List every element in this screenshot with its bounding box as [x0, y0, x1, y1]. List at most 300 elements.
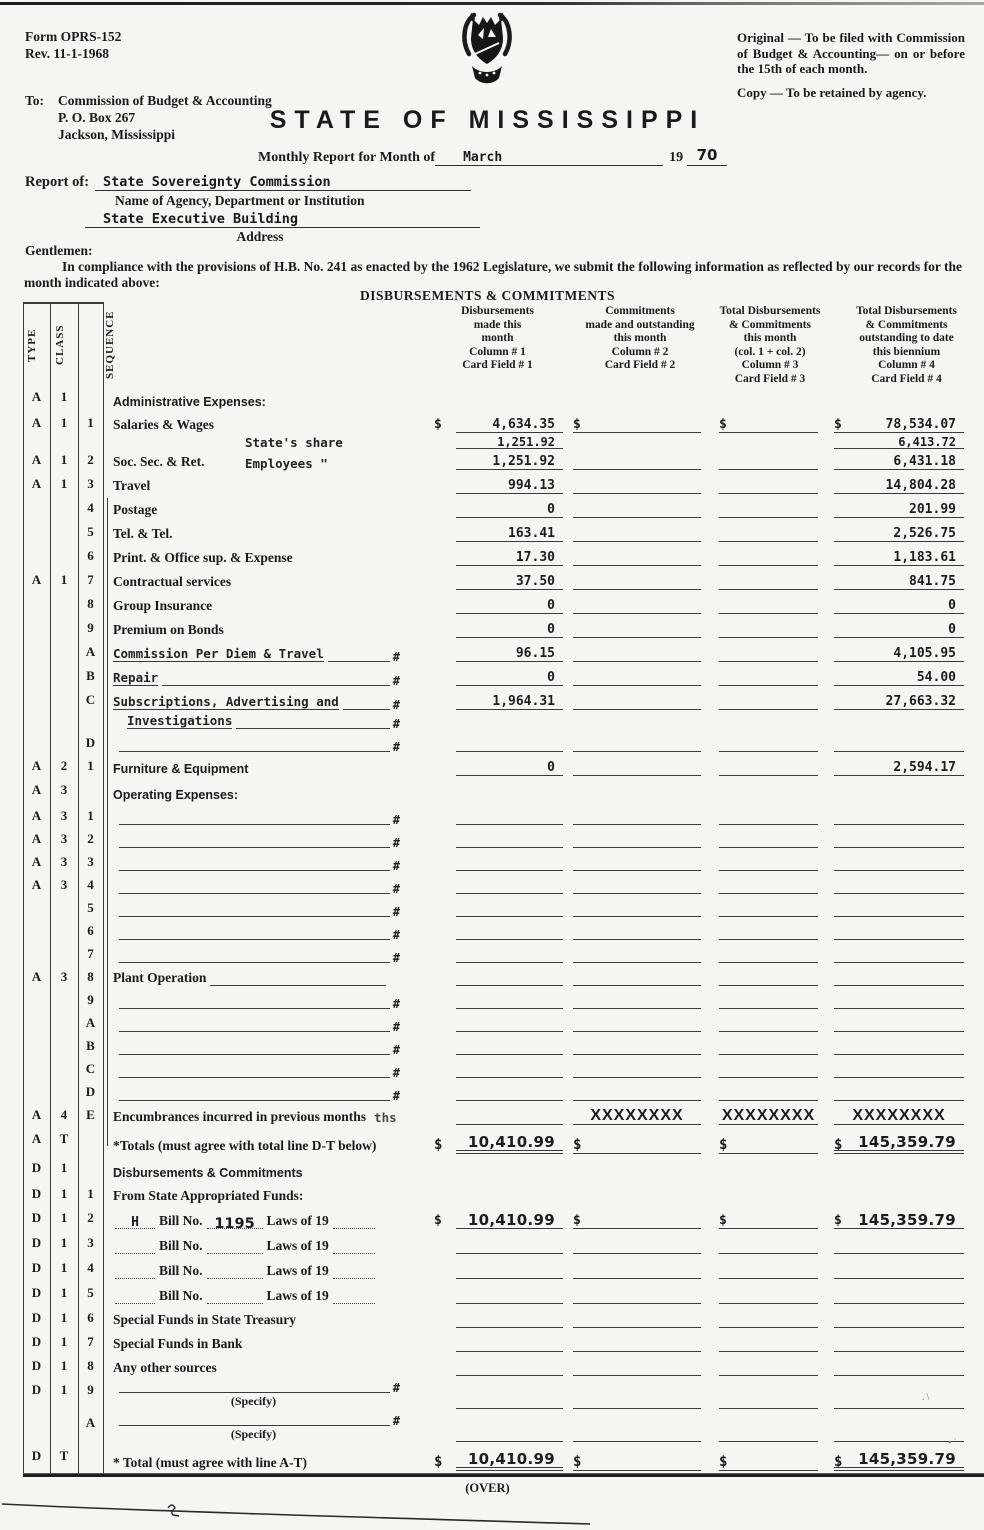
value-cell-col1 [430, 497, 565, 521]
class-indicator: 1 [60, 476, 68, 491]
value-cell-col1 [430, 436, 565, 450]
table-row [23, 1012, 984, 1035]
sequence-indicator: 7 [87, 946, 94, 961]
value-line [719, 870, 818, 871]
value-cell-col4 [830, 1232, 984, 1257]
value-line [456, 1408, 563, 1409]
value-cell-col3 [715, 473, 830, 497]
dollar-sign: $ [573, 1213, 581, 1228]
row-description [103, 593, 430, 617]
disbursements-table [23, 302, 984, 1477]
fill-line [119, 1031, 390, 1032]
value-cell-col3 [715, 1257, 830, 1282]
table-row [23, 828, 984, 851]
value-text: 1,251.92 [497, 435, 555, 449]
table-row [23, 1104, 984, 1128]
sequence-indicator: 2 [87, 1210, 94, 1225]
sequence-indicator: B [86, 1038, 95, 1053]
value-line [834, 574, 964, 590]
class-indicator [50, 897, 78, 920]
value-line [719, 893, 818, 894]
value-line [456, 1134, 563, 1154]
class-indicator: 1 [60, 1358, 68, 1373]
value-cell-col2 [565, 1081, 715, 1104]
value-text: 17.30 [515, 550, 555, 565]
value-cell-col1 [430, 412, 565, 436]
row-description [103, 1355, 430, 1379]
value-cell-col3 [715, 1183, 830, 1207]
hash-mark: # [392, 740, 400, 754]
value-line [834, 478, 964, 494]
value-cell-col4 [830, 779, 984, 805]
table-row [23, 449, 984, 473]
value-cell-col2 [565, 1035, 715, 1058]
bill-prefix [115, 1253, 155, 1254]
year-prefix: 19 [669, 150, 684, 165]
value-line [719, 1100, 818, 1101]
value-line [834, 1351, 964, 1352]
fill-line [119, 1077, 390, 1078]
sequence-indicator: 4 [87, 877, 94, 892]
value-line [834, 622, 964, 638]
fill-line [119, 1100, 390, 1101]
value-cell-col1 [430, 386, 565, 412]
table-row [23, 1282, 984, 1307]
value-cell-col1 [430, 593, 565, 617]
value-cell-col3 [715, 874, 830, 897]
value-cell-col2 [565, 497, 715, 521]
row-description [103, 386, 430, 412]
value-cell-col2 [565, 593, 715, 617]
sequence-indicator: 5 [87, 524, 94, 539]
sequence-indicator: D [85, 735, 96, 750]
class-indicator [50, 920, 78, 943]
type-indicator [23, 713, 50, 732]
class-indicator: 1 [60, 572, 68, 587]
value-cell-col1 [430, 665, 565, 689]
value-line [719, 1470, 818, 1471]
value-cell-col3 [715, 1058, 830, 1081]
sequence-indicator: 1 [87, 758, 94, 773]
value-cell-col1 [430, 545, 565, 569]
value-line [456, 670, 563, 686]
value-cell-col4 [830, 593, 984, 617]
table-row [23, 874, 984, 897]
state-seal [458, 8, 516, 103]
table-row [23, 641, 984, 665]
value-line [456, 962, 563, 963]
value-line [834, 1212, 964, 1229]
value-cell-col1 [430, 521, 565, 545]
header-line: this month [743, 332, 797, 344]
month-field: March [435, 150, 663, 166]
type-indicator: A [31, 389, 42, 404]
value-line [456, 824, 563, 825]
header-line: & Commitments [865, 318, 948, 331]
class-indicator: T [59, 1131, 69, 1146]
value-text: 0 [948, 598, 956, 613]
fill-line [162, 685, 390, 686]
value-cell-col4 [830, 1058, 984, 1081]
value-line [719, 1408, 818, 1409]
table-row [23, 1307, 984, 1331]
hash-mark: # [392, 951, 400, 965]
class-indicator: 1 [60, 415, 68, 430]
value-cell-col2 [565, 713, 715, 732]
value-cell-col4 [830, 569, 984, 593]
value-cell-col3 [715, 1035, 830, 1058]
value-line [719, 709, 818, 710]
value-text: 163.41 [508, 526, 555, 541]
table-row [23, 755, 984, 779]
table-row [23, 1445, 984, 1474]
value-cell-col3 [715, 943, 830, 966]
table-row [23, 732, 984, 755]
sequence-indicator: 1 [87, 1186, 94, 1201]
class-indicator [50, 1058, 78, 1081]
row-label: Repair [113, 670, 159, 685]
value-line [456, 1278, 563, 1279]
type-indicator [23, 1081, 50, 1104]
value-cell-col3 [715, 1307, 830, 1331]
value-cell-col2 [565, 641, 715, 665]
value-cell-col2 [565, 689, 715, 713]
value-text: 14,804.28 [885, 478, 956, 493]
row-label: Salaries & Wages [113, 417, 214, 432]
fill-line [119, 847, 390, 848]
column-header-sequence: SEQUENCE [104, 310, 116, 380]
value-text: 841.75 [909, 574, 956, 589]
value-text: 4,105.95 [893, 646, 956, 661]
value-text: 6,413.72 [898, 435, 956, 449]
class-indicator: 1 [60, 1382, 68, 1397]
value-cell-col4 [830, 1081, 984, 1104]
bill-number-value: 1195 [214, 1216, 255, 1232]
value-cell-col1 [430, 1355, 565, 1379]
value-cell-col2 [565, 1207, 715, 1232]
value-cell-col2 [565, 617, 715, 641]
value-cell-col3 [715, 1128, 830, 1157]
bill-number [207, 1303, 263, 1304]
type-indicator [23, 641, 50, 665]
class-indicator [50, 689, 78, 713]
row-description [103, 569, 430, 593]
value-text: 4,634.35 [492, 417, 555, 432]
hash-mark: # [392, 813, 400, 827]
value-cell-col4 [830, 1307, 984, 1331]
value-line [719, 469, 818, 470]
value-line [456, 870, 563, 871]
value-text: 6,431.18 [893, 454, 956, 469]
value-line [834, 1408, 964, 1409]
value-line [573, 541, 701, 542]
value-line [834, 760, 964, 776]
class-indicator [50, 641, 78, 665]
value-text: XXXXXXXX [590, 1107, 684, 1124]
bill-prefix [115, 1278, 155, 1279]
specify-line [113, 1416, 430, 1426]
value-cell-col2 [565, 1307, 715, 1331]
value-cell-col2 [565, 1012, 715, 1035]
value-cell-col2 [565, 1232, 715, 1257]
value-line [456, 454, 563, 470]
value-line [456, 1451, 563, 1471]
value-line [573, 847, 701, 848]
value-line [719, 824, 818, 825]
value-cell-col1 [430, 920, 565, 943]
header-line: this biennium [872, 345, 941, 358]
class-indicator: 1 [60, 1334, 68, 1349]
value-cell-col2 [565, 989, 715, 1012]
specify-caption: (Specify) [230, 1427, 277, 1441]
class-indicator: 1 [60, 1235, 68, 1250]
value-line [719, 1031, 818, 1032]
value-line [573, 709, 701, 710]
value-cell-col1 [430, 641, 565, 665]
header-line: Card Field # 2 [604, 359, 676, 371]
report-of-line [25, 174, 471, 191]
value-line [834, 670, 964, 686]
sequence-indicator: 5 [87, 1285, 94, 1300]
bill-no-label: Bill No. [159, 1238, 203, 1253]
value-cell-col3 [715, 641, 830, 665]
column-header-1 [430, 305, 565, 373]
compliance-paragraph: In compliance with the provisions of H.B. No. 241 as enacted by the 1962 Legislature, we submit the following information as reflected by our records for the month indicated above: [24, 259, 962, 290]
type-indicator [23, 665, 50, 689]
value-line [573, 1108, 701, 1125]
header-line: made this [473, 318, 522, 331]
value-cell-col1 [430, 851, 565, 874]
value-line [573, 775, 701, 776]
value-line [834, 646, 964, 662]
hash-mark: # [392, 717, 400, 731]
table-row [23, 1081, 984, 1104]
class-indicator [50, 713, 78, 732]
row-description [103, 1058, 430, 1081]
value-cell-col4 [830, 755, 984, 779]
value-cell-col4 [830, 1128, 984, 1157]
row-description [103, 1157, 430, 1183]
dollar-sign: $ [573, 417, 581, 432]
fill-line [328, 661, 390, 662]
laws-year [333, 1253, 375, 1254]
row-description [103, 449, 430, 473]
value-line [719, 565, 818, 566]
value-cell-col1 [430, 617, 565, 641]
row-label: Subscriptions, Advertising and [113, 694, 339, 709]
table-row [23, 1412, 984, 1445]
hash-mark: # [392, 674, 400, 688]
value-line [719, 637, 818, 638]
sequence-indicator: 8 [87, 1358, 94, 1373]
type-indicator: D [31, 1210, 42, 1225]
value-line [719, 1108, 818, 1125]
value-line [573, 1327, 701, 1328]
value-cell-col4 [830, 920, 984, 943]
value-line [456, 478, 563, 494]
value-line [719, 751, 818, 752]
value-cell-col2 [565, 1412, 715, 1445]
value-line [834, 1100, 964, 1101]
value-text: 0 [547, 670, 555, 685]
value-cell-col4 [830, 1445, 984, 1474]
value-text: 0 [547, 502, 555, 517]
table-row [23, 473, 984, 497]
value-line [573, 1441, 701, 1442]
value-cell-col4 [830, 412, 984, 436]
fill-line [119, 893, 390, 894]
row-description [103, 665, 430, 689]
value-cell-col3 [715, 966, 830, 989]
value-line [456, 1124, 563, 1125]
sequence-indicator: 4 [87, 500, 94, 515]
value-cell-col4 [830, 713, 984, 732]
value-cell-col3 [715, 449, 830, 473]
value-line [573, 637, 701, 638]
value-cell-col4 [830, 473, 984, 497]
form-revision: Rev. 11-1-1968 [25, 46, 109, 61]
value-cell-col2 [565, 1257, 715, 1282]
hash-mark: # [392, 1381, 400, 1395]
table-row [23, 665, 984, 689]
value-cell-col3 [715, 755, 830, 779]
row-description [103, 1412, 430, 1445]
value-line [719, 493, 818, 494]
type-indicator [23, 1035, 50, 1058]
laws-label: Laws of 19 [266, 1288, 329, 1303]
value-cell-col4 [830, 521, 984, 545]
header-line: made and outstanding [585, 318, 695, 331]
salutation: Gentlemen: [25, 243, 93, 258]
value-cell-col4 [830, 1257, 984, 1282]
value-cell-col4 [830, 1282, 984, 1307]
table-row [23, 897, 984, 920]
value-cell-col4 [830, 1355, 984, 1379]
hash-mark: # [392, 1020, 400, 1034]
class-indicator [50, 521, 78, 545]
sequence-indicator: E [86, 1107, 95, 1122]
value-line [719, 1253, 818, 1254]
sequence-indicator [78, 1445, 103, 1474]
hash-mark: # [392, 859, 400, 873]
value-cell-col2 [565, 436, 715, 450]
to-label: To: [25, 93, 45, 108]
value-line [573, 565, 701, 566]
row-label: Contractual services [113, 574, 232, 589]
value-text: 0 [948, 622, 956, 637]
fill-line [210, 985, 386, 986]
value-cell-col2 [565, 521, 715, 545]
hash-mark: # [392, 905, 400, 919]
row-label: Operating Expenses: [113, 788, 239, 802]
row-description [103, 713, 430, 732]
address-line [85, 211, 480, 228]
type-indicator: D [31, 1382, 42, 1397]
value-line [719, 1441, 818, 1442]
state-seal-icon [458, 8, 516, 98]
value-line [456, 1253, 563, 1254]
value-cell-col1 [430, 1035, 565, 1058]
header-line: Card Field # 1 [462, 359, 533, 371]
value-cell-col4 [830, 897, 984, 920]
laws-year [333, 1228, 375, 1229]
type-indicator [23, 593, 50, 617]
class-indicator: 1 [60, 389, 68, 404]
value-line [719, 1228, 818, 1229]
value-text: 145,359.79 [858, 1133, 956, 1151]
class-indicator: 1 [60, 1210, 68, 1225]
value-text: 0 [547, 598, 555, 613]
row-description [103, 412, 430, 436]
class-indicator: 1 [60, 1285, 68, 1300]
header-line: Commitments [605, 305, 675, 317]
type-indicator: A [31, 831, 42, 846]
row-label: Group Insurance [113, 598, 213, 613]
table-row [23, 497, 984, 521]
year-field: 70 [687, 146, 727, 166]
value-text: 2,594.17 [893, 760, 956, 775]
dollar-sign: $ [573, 1454, 582, 1470]
value-cell-col3 [715, 412, 830, 436]
sequence-indicator [78, 436, 103, 450]
class-indicator: 1 [60, 452, 68, 467]
value-line [834, 962, 964, 963]
specify-line [113, 1383, 430, 1393]
type-indicator: D [31, 1334, 42, 1349]
type-indicator [23, 989, 50, 1012]
sequence-indicator: 6 [87, 1310, 94, 1325]
sequence-indicator: 3 [87, 1235, 94, 1250]
value-cell-col1 [430, 943, 565, 966]
sequence-indicator: 5 [87, 900, 94, 915]
value-cell-col1 [430, 1104, 565, 1128]
value-cell-col1 [430, 689, 565, 713]
value-cell-col4 [830, 617, 984, 641]
table-row [23, 1058, 984, 1081]
row-label: Premium on Bonds [113, 622, 224, 637]
value-line [719, 1054, 818, 1055]
row-description [103, 497, 430, 521]
value-line [834, 1031, 964, 1032]
value-text: 0 [547, 760, 555, 775]
value-line [573, 517, 701, 518]
value-line [834, 1008, 964, 1009]
value-cell-col2 [565, 851, 715, 874]
value-line [719, 1077, 818, 1078]
sequence-indicator [78, 386, 103, 412]
value-line [719, 1278, 818, 1279]
typed-note: State's share [245, 435, 343, 450]
hash-mark: # [392, 928, 400, 942]
row-description [103, 897, 430, 920]
value-text: 1,251.92 [492, 454, 555, 469]
value-line [573, 1470, 701, 1471]
value-line [573, 685, 701, 686]
original-note: Original — To be filed with Commission of Budget & Accounting— on or before the 15th of each month. [737, 30, 965, 76]
hash-mark: # [392, 1066, 400, 1080]
bill-prefix [115, 1303, 155, 1304]
header-line: Column # 3 [741, 359, 799, 371]
value-line [719, 985, 818, 986]
header-line: month [481, 332, 514, 344]
value-cell-col3 [715, 779, 830, 805]
value-line [456, 417, 563, 433]
agency-field: State Sovereignty Commission [95, 174, 471, 191]
value-line [456, 760, 563, 776]
value-line [573, 469, 701, 470]
value-line [719, 432, 818, 433]
sequence-indicator: C [85, 1061, 96, 1076]
